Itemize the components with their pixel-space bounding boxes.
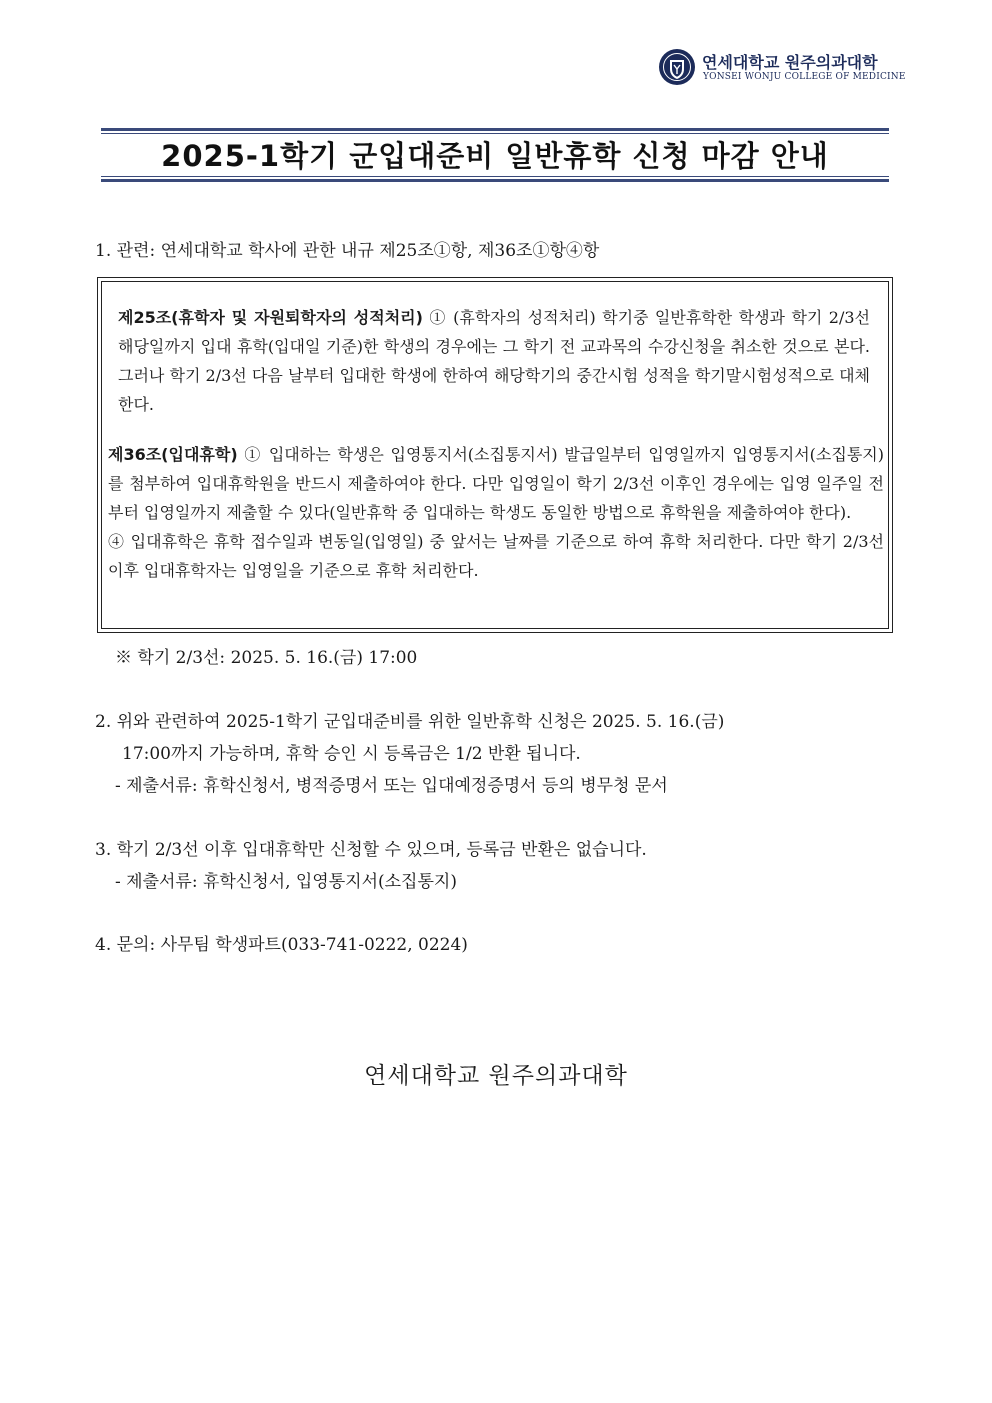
section-2-documents: - 제출서류: 휴학신청서, 병적증명서 또는 입대예정증명서 등의 병무청 문서 — [115, 776, 668, 796]
article-36-clause-1: ① 입대하는 학생은 입영통지서(소집통지서) 발급일부터 입영일까지 입영통지서(소집통지)를 첨부하여 입대휴학원을 반드시 제출하여야 한다. 다만 입영일이 학기 2/3선 이후인 경우에는 입영 일주일 전부터 입영일까지 제출할 수 있다(일반휴학 중 입대하는 학생도 동일한 방법으로 휴학원을 제출하여야 한다). — [108, 445, 884, 522]
deadline-note: ※ 학기 2/3선: 2025. 5. 16.(금) 17:00 — [115, 648, 418, 668]
article-25-body: ① (휴학자의 성적처리) 학기중 일반휴학한 학생과 학기 2/3선 해당일까지 입대 휴학(입대일 기준)한 학생의 경우에는 그 학기 전 교과목의 수강신청을 취소한 것으로 본다. 그러나 학기 2/3선 다음 날부터 입대한 학생에 한하여 해당학기의 중간시험 성적을 학기말시험성적으로 대체한다. — [118, 308, 870, 414]
title-rule — [101, 179, 889, 182]
title-rule — [101, 128, 889, 131]
logo-korean-name: 연세대학교 원주의과대학 — [702, 53, 878, 72]
section-2-line-2: 17:00까지 가능하며, 휴학 승인 시 등록금은 1/2 반환 됩니다. — [122, 744, 581, 764]
document-title: 2025-1학기 군입대준비 일반휴학 신청 마감 안내 — [161, 139, 829, 173]
article-36-heading: 제36조(입대휴학) — [108, 445, 238, 464]
article-36 — [108, 440, 884, 585]
yonsei-emblem-icon — [658, 48, 696, 86]
article-25-heading: 제25조(휴학자 및 자원퇴학자의 성적처리) — [118, 308, 423, 327]
section-4-contact: 4. 문의: 사무팀 학생파트(033-741-0222, 0224) — [95, 935, 468, 955]
section-3-documents: - 제출서류: 휴학신청서, 입영통지서(소집통지) — [115, 872, 457, 892]
document-title-box — [101, 128, 889, 182]
section-1-related: 1. 관련: 연세대학교 학사에 관한 내규 제25조①항, 제36조①항④항 — [95, 241, 600, 261]
header-logo — [658, 46, 908, 90]
logo-english-name: YONSEI WONJU COLLEGE OF MEDICINE — [703, 72, 906, 82]
title-rule — [101, 133, 889, 134]
section-3-line-1: 3. 학기 2/3선 이후 입대휴학만 신청할 수 있으며, 등록금 반환은 없습니다. — [95, 840, 647, 860]
issuer-signature: 연세대학교 원주의과대학 — [364, 1063, 628, 1089]
section-2-line-1: 2. 위와 관련하여 2025-1학기 군입대준비를 위한 일반휴학 신청은 2025. 5. 16.(금) — [95, 712, 725, 732]
article-36-clause-4: ④ 입대휴학은 휴학 접수일과 변동일(입영일) 중 앞서는 날짜를 기준으로 하여 휴학 처리한다. 다만 학기 2/3선 이후 입대휴학자는 입영일을 기준으로 휴학 처리한다. — [108, 532, 884, 580]
title-rule — [101, 176, 889, 177]
article-25 — [118, 303, 870, 419]
